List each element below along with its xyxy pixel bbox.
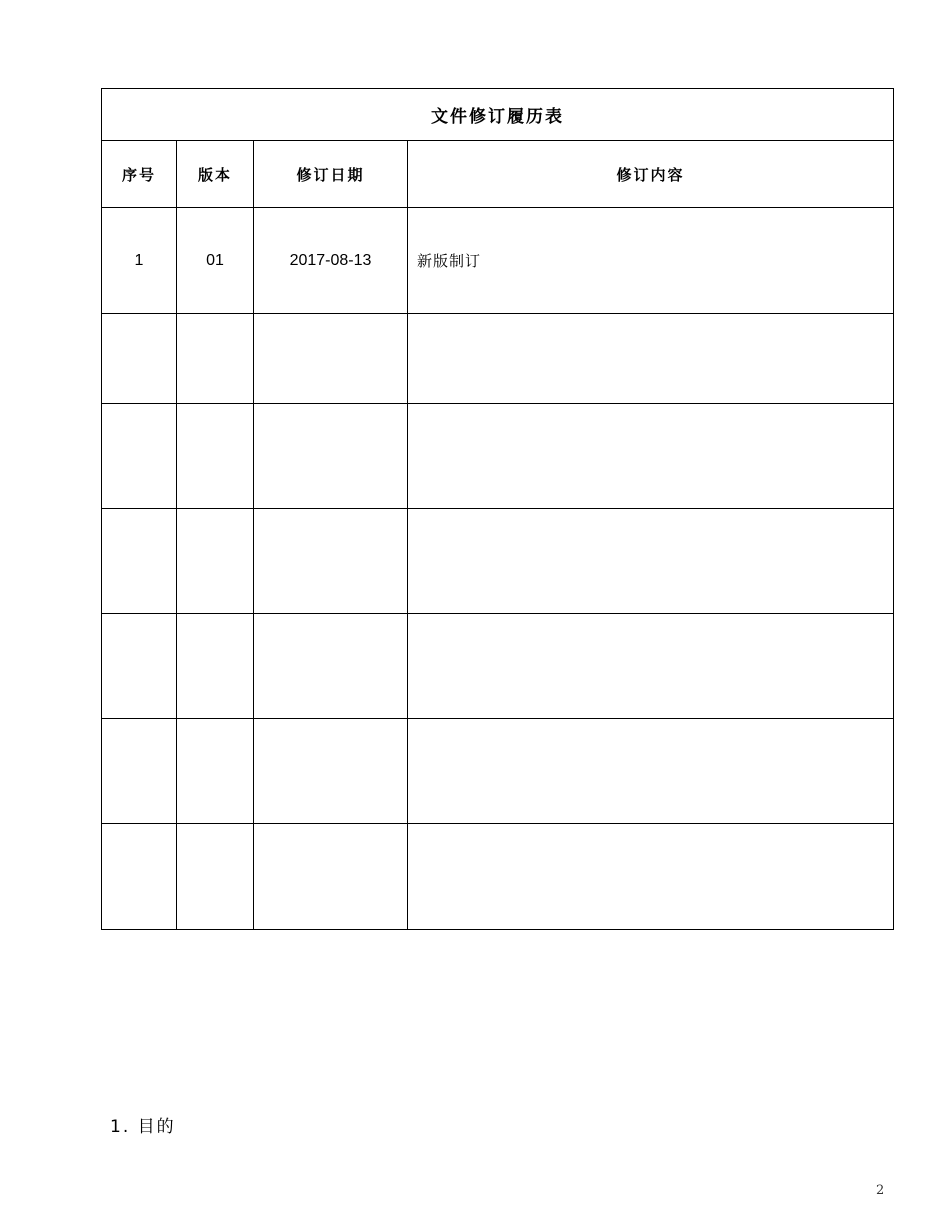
table-row [102,719,894,824]
cell-index: 1 [102,208,177,314]
cell-index [102,614,177,719]
table-row [102,614,894,719]
cell-content [408,614,894,719]
cell-content: 新版制订 [408,208,894,314]
cell-index [102,404,177,509]
cell-date [254,314,408,404]
header-version: 版本 [177,141,254,208]
table-row [102,509,894,614]
revision-history-table [101,88,894,930]
header-content: 修订内容 [408,141,894,208]
cell-date [254,719,408,824]
table-row [102,824,894,930]
page-number: 2 [876,1183,885,1198]
cell-version [177,719,254,824]
cell-content [408,509,894,614]
cell-date: 2017-08-13 [254,208,408,314]
cell-date [254,614,408,719]
cell-version [177,824,254,930]
cell-date [254,824,408,930]
cell-content [408,404,894,509]
cell-content [408,314,894,404]
header-index: 序号 [102,141,177,208]
section-heading-purpose: 1. 目的 [110,1117,176,1137]
table-title: 文件修订履历表 [102,89,894,141]
table-header-row [102,141,894,208]
cell-version [177,614,254,719]
table-row [102,314,894,404]
cell-version: 01 [177,208,254,314]
cell-date [254,509,408,614]
cell-content [408,719,894,824]
cell-index [102,314,177,404]
cell-content [408,824,894,930]
cell-index [102,719,177,824]
cell-version [177,314,254,404]
header-date: 修订日期 [254,141,408,208]
table-row [102,404,894,509]
table-title-row [102,89,894,141]
table-row [102,208,894,314]
cell-date [254,404,408,509]
cell-version [177,509,254,614]
cell-index [102,824,177,930]
cell-version [177,404,254,509]
cell-index [102,509,177,614]
